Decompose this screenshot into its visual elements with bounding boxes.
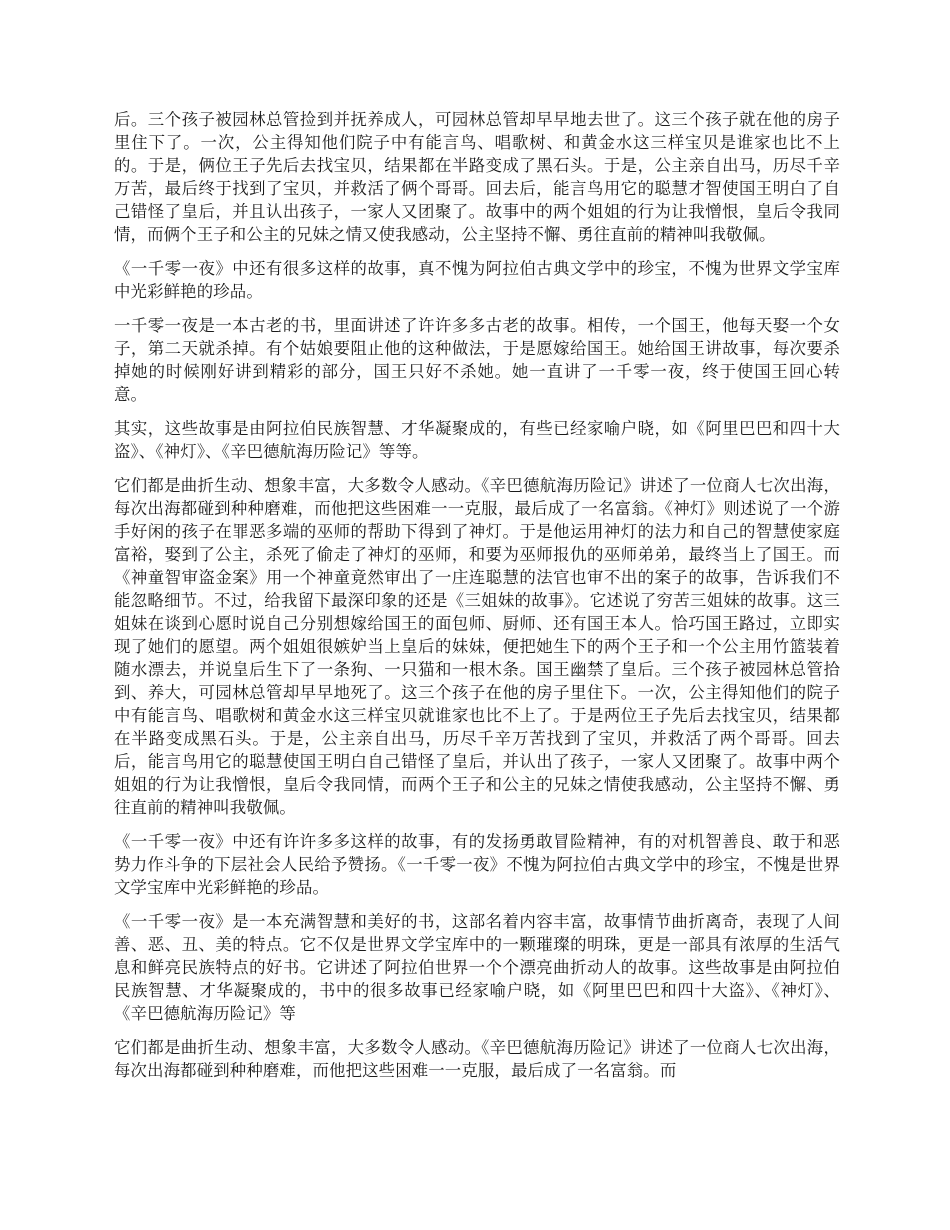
paragraph-2: 《一千零一夜》中还有很多这样的故事，真不愧为阿拉伯古典文学中的珍宝，不愧为世界文学宝库中光彩鲜艳的珍品。 [114, 259, 840, 301]
document-body [114, 108, 840, 1093]
paragraph-3: 一千零一夜是一本古老的书，里面讲述了许许多多古老的故事。相传，一个国王，他每天娶一个女子，第二天就杀掉。有个姑娘要阻止他的这种做法，于是愿嫁给国王。她给国王讲故事，每次要杀掉她的时候刚好讲到精彩的部分，国王只好不杀她。她一直讲了一千零一夜，终于使国王回心转意。 [114, 316, 840, 404]
paragraph-7: 《一千零一夜》是一本充满智慧和美好的书，这部名着内容丰富，故事情节曲折离奇，表现了人间善、恶、丑、美的特点。它不仅是世界文学宝库中的一颗璀璨的明珠，更是一部具有浓厚的生活气息和鲜亮民族特点的好书。它讲述了阿拉伯世界一个个漂亮曲折动人的故事。这些故事是由阿拉伯民族智慧、才华凝聚成的，书中的很多故事已经家喻户晓，如《阿里巴巴和四十大盗》、《神灯》、《辛巴德航海历险记》等 [114, 912, 840, 1023]
paragraph-6: 《一千零一夜》中还有许许多多这样的故事，有的发扬勇敢冒险精神，有的对机智善良、敢于和恶势力作斗争的下层社会人民给予赞扬。《一千零一夜》不愧为阿拉伯古典文学中的珍宝，不愧是世界文学宝库中光彩鲜艳的珍品。 [114, 832, 840, 897]
paragraph-5: 它们都是曲折生动、想象丰富，大多数令人感动。《辛巴德航海历险记》讲述了一位商人七次出海，每次出海都碰到种种磨难，而他把这些困难一一克服，最后成了一名富翁。《神灯》则述说了一个游手好闲的孩子在罪恶多端的巫师的帮助下得到了神灯。于是他运用神灯的法力和自己的智慧使家庭富裕，娶到了公主，杀死了偷走了神灯的巫师，和要为巫师报仇的巫师弟弟，最终当上了国王。而《神童智审盗金案》用一个神童竟然审出了一庄连聪慧的法官也审不出的案子的故事，告诉我们不能忽略细节。不过，给我留下最深印象的还是《三姐妹的故事》。它述说了穷苦三姐妹的故事。这三姐妹在谈到心愿时说自己分别想嫁给国王的面包师、厨师、还有国王本人。恰巧国王路过，立即实现了她们的愿望。两个姐姐很嫉妒当上皇后的妹妹，便把她生下的两个王子和一个公主用竹篮装着随水漂去，并说皇后生下了一条狗、一只猫和一根木条。国王幽禁了皇后。三个孩子被园林总管拾到、养大，可园林总管却早早地死了。这三个孩子在他的房子里住下。一次，公主得知他们的院子中有能言鸟、唱歌树和黄金水这三样宝贝就谁家也比不上了。于是两位王子先后去找宝贝，结果都在半路变成黑石头。于是，公主亲自出马，历尽千辛万苦找到了宝贝，并救活了两个哥哥。回去后，能言鸟用它的聪慧使国王明白自己错怪了皇后，并认出了孩子，一家人又团聚了。故事中两个姐姐的行为让我憎恨，皇后令我同情，而两个王子和公主的兄妹之情使我感动，公主坚持不懈、勇往直前的精神叫我敬佩。 [114, 476, 840, 817]
paragraph-8: 它们都是曲折生动、想象丰富，大多数令人感动。《辛巴德航海历险记》讲述了一位商人七次出海，每次出海都碰到种种磨难，而他把这些困难一一克服，最后成了一名富翁。而 [114, 1038, 840, 1080]
paragraph-4: 其实，这些故事是由阿拉伯民族智慧、才华凝聚成的，有些已经家喻户晓，如《阿里巴巴和四十大盗》、《神灯》、《辛巴德航海历险记》等等。 [114, 419, 840, 461]
paragraph-1: 后。三个孩子被园林总管捡到并抚养成人，可园林总管却早早地去世了。这三个孩子就在他的房子里住下了。一次，公主得知他们院子中有能言鸟、唱歌树、和黄金水这三样宝贝是谁家也比不上的。于是，俩位王子先后去找宝贝，结果都在半路变成了黑石头。于是，公主亲自出马，历尽千辛万苦，最后终于找到了宝贝，并救活了俩个哥哥。回去后，能言鸟用它的聪慧才智使国王明白了自己错怪了皇后，并且认出孩子，一家人又团聚了。故事中的两个姐姐的行为让我憎恨，皇后令我同情，而俩个王子和公主的兄妹之情又使我感动，公主坚持不懈、勇往直前的精神叫我敬佩。 [114, 110, 840, 244]
